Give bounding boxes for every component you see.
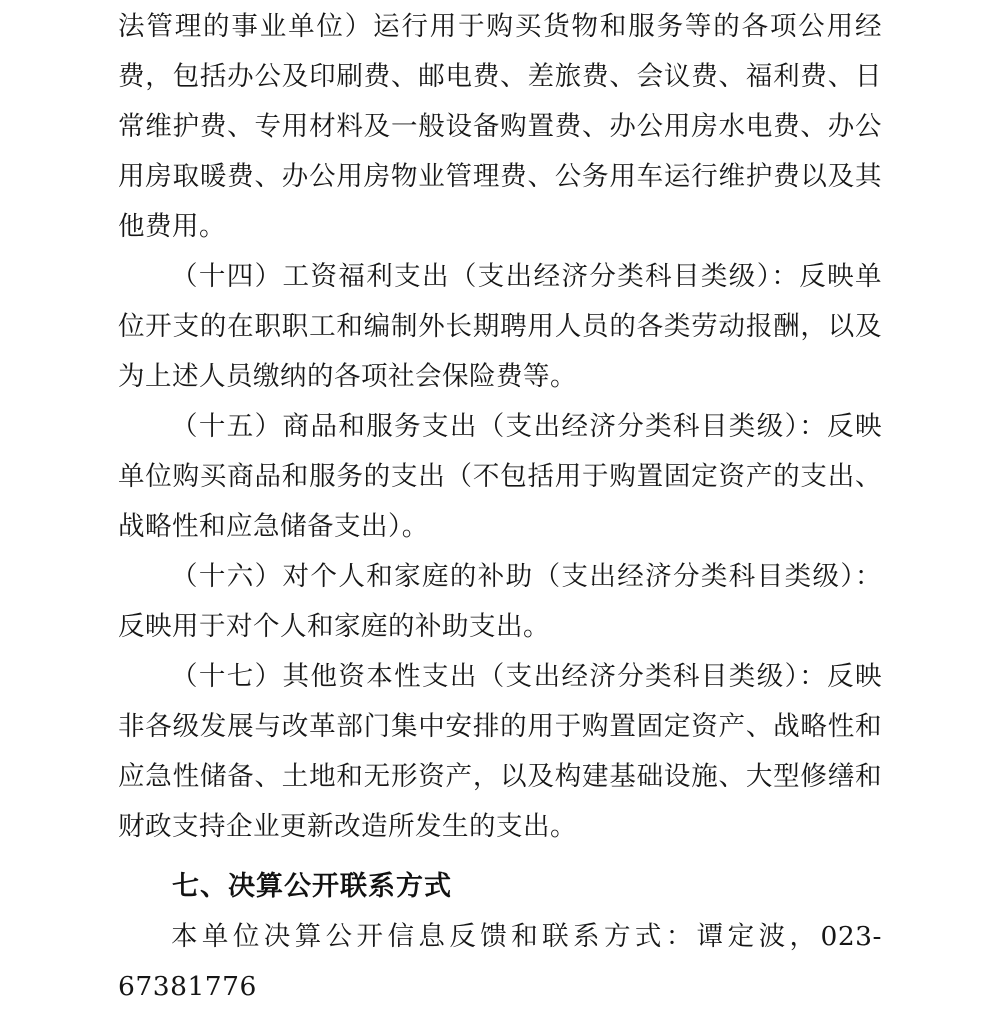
paragraph-item-16: （十六）对个人和家庭的补助（支出经济分类科目类级）：反映用于对个人和家庭的补助支出。 [118,561,882,642]
paragraph-item-14: （十四）工资福利支出（支出经济分类科目类级）：反映单位开支的在职职工和编制外长期聘用人员的各类劳动报酬，以及为上述人员缴纳的各项社会保险费等。 [118,261,882,392]
section-heading-contact: 七、决算公开联系方式 [172,871,452,902]
paragraph-item-17: （十七）其他资本性支出（支出经济分类科目类级）：反映非各级发展与改革部门集中安排的用于购置固定资产、战略性和应急性储备、土地和无形资产，以及构建基础设施、大型修缮和财政支持企业更新改造所发生的支出。 [118,661,882,842]
heading-spacer [118,852,882,862]
paragraph-contact-info: 本单位决算公开信息反馈和联系方式：谭定波，023-67381776 [118,921,882,1002]
paragraph-continued-public-funds: 法管理的事业单位）运行用于购买货物和服务等的各项公用经费，包括办公及印刷费、邮电费、差旅费、会议费、福利费、日常维护费、专用材料及一般设备购置费、办公用房水电费、办公用房取暖费、办公用房物业管理费、公务用车运行维护费以及其他费用。 [118,11,882,242]
paragraph-item-15: （十五）商品和服务支出（支出经济分类科目类级）：反映单位购买商品和服务的支出（不包括用于购置固定资产的支出、战略性和应急储备支出）。 [118,411,882,542]
paragraph-block-continued [118,0,882,252]
